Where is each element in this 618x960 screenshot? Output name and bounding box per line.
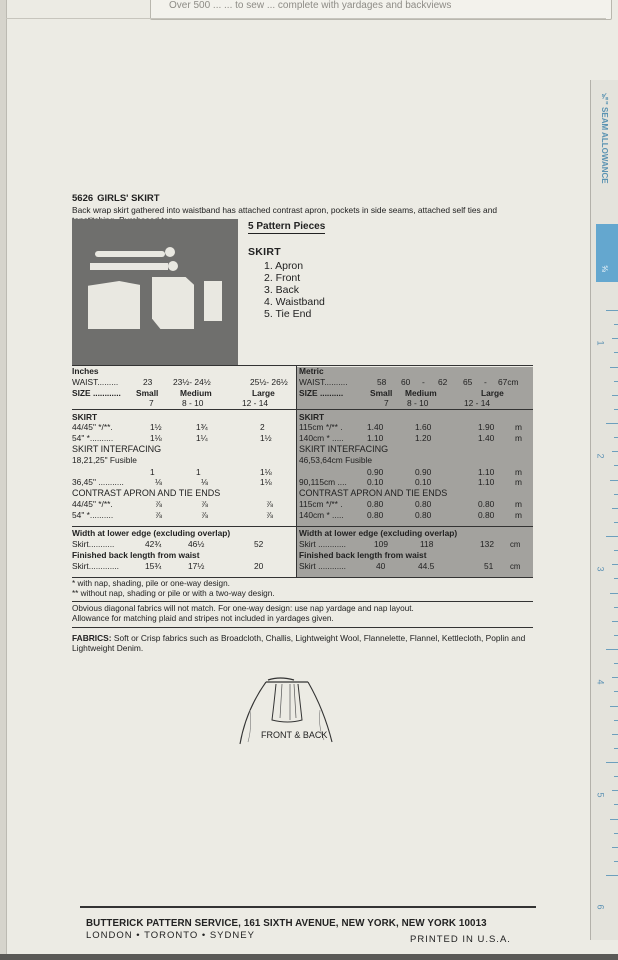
ruler-tick [614,352,618,353]
metric-length-label: Skirt ............ [299,561,346,571]
seam-allowance-band [596,224,618,282]
ruler-tick [614,748,618,749]
ruler-tick [610,480,618,481]
metric-interfacing-sub: 46,53,64cm Fusible [299,455,373,465]
note-plaid: Allowance for matching plaid and stripes not included in yardages given. [72,614,334,623]
inches-waist-label: WAIST......... [72,377,119,387]
inches-width-small: 42¾ [145,539,162,549]
piece-back: 3. Back [264,284,300,296]
metric-size-val-medium: 8 - 10 [407,398,429,408]
ruler-tick [610,367,618,368]
metric-width-label: Skirt ............ [299,539,346,549]
inches-skirt-row1-label: 44/45" */**. [72,422,113,432]
ruler-tick [614,691,618,692]
footer-address: BUTTERICK PATTERN SERVICE, 161 SIXTH AVENUE, NEW YORK, NEW YORK 10013 [86,918,487,929]
ruler-tick [610,706,618,707]
inches-length-medium: 17½ [188,561,205,571]
metric-width-medium: 118 [420,539,434,549]
inches-size-val-medium: 8 - 10 [182,398,204,408]
inches-width-label: Skirt........... [72,539,115,549]
inches-interfacing-row2-small: ⅛ [155,477,162,487]
inches-size-large: Large [252,388,275,398]
inches-width-large: 52 [254,539,264,549]
metric-length-medium: 44.5 [418,561,435,571]
inches-skirt-row2-label: 54" *.......... [72,433,114,443]
inches-apron-row2-medium: ⅞ [201,510,208,520]
ruler-tick [610,819,618,820]
inches-size-label: SIZE ............ [72,388,121,398]
pattern-number: 5626 [72,193,94,204]
inches-skirt-row2-medium: 1¼ [196,433,208,443]
inches-apron-row2-large: ⅞ [266,510,273,520]
metric-waist-dash-1: - [422,377,425,387]
inches-size-medium: Medium [180,388,212,398]
table-bottom-rule [72,577,533,578]
fabrics-list: Soft or Crisp fabrics such as Broadcloth, Challis, Lightweight Wool, Flannelette, Flannel, Kettlecloth, Poplin and Lightweight Denim. [72,633,526,653]
ruler-tick [614,578,618,579]
inches-width-medium: 46½ [188,539,205,549]
inches-size-val-small: 7 [149,398,154,408]
ruler-tick [612,677,618,678]
ruler-tick [614,663,618,664]
metric-width-small: 109 [374,539,388,549]
metric-waist-4: 65 [463,377,473,387]
metric-waist-1: 58 [377,377,387,387]
metric-size-val-small: 7 [384,398,389,408]
inches-skirt-row1-large: 2 [260,422,265,432]
piece-tie-end: 5. Tie End [264,308,312,320]
metric-waist-dash-2: - [484,377,487,387]
ruler-tick [606,649,618,650]
ruler-tick [614,522,618,523]
apron-piece [88,281,140,329]
metric-interfacing-row1-small: 0.90 [367,467,384,477]
piece-apron: 1. Apron [264,260,304,272]
metric-apron-row1-medium: 0.80 [415,499,432,509]
metric-skirt-row2-medium: 1.20 [415,433,432,443]
table-yardage-rule [72,526,533,527]
ruler-tick [606,536,618,537]
ruler-tick [606,762,618,763]
inches-interfacing-row2-large: 1⅛ [260,477,272,487]
ruler-number-1: 1 [595,340,606,346]
inches-length-large: 20 [254,561,264,571]
fabrics-text [72,633,532,653]
inches-interfacing-sub: 18,21,25" Fusible [72,455,137,465]
inches-skirt-row2-large: 1½ [260,433,272,443]
ruler-tick [614,494,618,495]
inches-waist-medium: 23½- 24½ [173,377,211,387]
inches-size-small: Small [136,388,159,398]
pattern-pieces-heading: 5 Pattern Pieces [248,221,326,232]
metric-interfacing-row1-large: 1.10 [478,467,495,477]
ruler-tick [614,607,618,608]
inches-unit: Inches [72,366,99,376]
envelope-left-edge [0,0,7,960]
metric-interfacing-row2-label: 90,115cm .... [299,477,347,487]
metric-size-small: Small [370,388,393,398]
bottom-edge [0,954,618,960]
ruler-number-6: 6 [595,904,606,910]
ruler-number-4: 4 [595,679,606,685]
ruler-tick [612,790,618,791]
piece-waistband: 4. Waistband [264,296,325,308]
metric-skirt-heading: SKIRT [299,412,325,422]
metric-waist-5: 67cm [498,377,519,387]
ruler-tick [614,804,618,805]
sketch-label: FRONT & BACK [261,730,328,740]
note-without-nap: ** without nap, shading or pile or with a two-way design. [72,589,275,598]
ruler-tick [612,734,618,735]
ruler-tick [614,861,618,862]
ruler-tick [614,381,618,382]
footer-printed: PRINTED IN U.S.A. [410,934,511,945]
pattern-description: Back wrap skirt gathered into waistband has attached contrast apron, pockets in side seams, attached self ties and [72,205,498,215]
inches-waist-large: 25½- 26½ [250,377,288,387]
inches-length-label: Skirt............. [72,561,119,571]
ruler-tick [614,324,618,325]
metric-size-val-large: 12 - 14 [464,398,491,408]
inches-interfacing-row1-medium: 1 [196,467,201,477]
ruler-tick [606,423,618,424]
metric-width-unit: cm [510,540,521,549]
note-diagonal: Obvious diagonal fabrics will not match. For one-way design: use nap yardage and nap layout. [72,604,414,613]
inches-waist-small: 23 [143,377,153,387]
ruler-tick [614,409,618,410]
metric-waist-2: 60 [401,377,411,387]
waistband-dot [168,261,178,271]
metric-skirt-row1-large: 1.90 [478,422,495,432]
table-header-rule [72,409,533,410]
metric-apron-row2-unit: m [515,510,522,520]
metric-apron-row2-medium: 0.80 [415,510,432,520]
inches-apron-heading: CONTRAST APRON AND TIE ENDS [72,488,221,498]
inches-skirt-heading: SKIRT [72,412,98,422]
inches-apron-row2-small: ⅞ [155,510,162,520]
metric-interfacing-row2-large: 1.10 [478,477,495,487]
ruler-tick [614,833,618,834]
envelope-top-flap [150,0,612,20]
metric-length-heading: Finished back length from waist [299,550,427,560]
tie-end-dot [165,247,175,257]
metric-skirt-row2-large: 1.40 [478,433,495,443]
table-divider [296,365,297,577]
ruler-tick [606,310,618,311]
ruler-tick [612,847,618,848]
metric-apron-row1-small: 0.80 [367,499,384,509]
waistband-piece [90,263,168,270]
fabrics-rule [72,627,533,628]
metric-skirt-row2-label: 140cm * ..... [299,433,344,443]
table-top-rule [72,365,533,366]
inches-length-small: 15¾ [145,561,162,571]
notes-rule [72,601,533,602]
tie-end-piece [204,281,222,321]
pattern-name: GIRLS' SKIRT [97,193,160,204]
ruler-tick [612,338,618,339]
front-piece [152,277,194,329]
metric-interfacing-row2-medium: 0.10 [415,477,432,487]
tie-piece [95,251,165,257]
metric-waist-3: 62 [438,377,448,387]
ruler-number-3: 3 [595,566,606,572]
inches-interfacing-row2-medium: ⅛ [201,477,208,487]
ruler-tick [614,776,618,777]
footer-rule [80,906,536,908]
inches-interfacing-row1-small: 1 [150,467,155,477]
inches-apron-row1-label: 44/45" */**. [72,499,113,509]
metric-width-heading: Width at lower edge (excluding overlap) [299,528,458,538]
ruler-tick [614,720,618,721]
metric-skirt-row1-unit: m [515,422,522,432]
seam-allowance-band-label: ⅝ [599,265,609,272]
metric-interfacing-row1-medium: 0.90 [415,467,432,477]
metric-apron-row1-large: 0.80 [478,499,495,509]
inches-skirt-row1-small: 1½ [150,422,162,432]
metric-waist-label: WAIST.......... [299,377,348,387]
inches-apron-row1-medium: ⅞ [201,499,208,509]
ruler-number-2: 2 [595,453,606,459]
ruler-tick [612,621,618,622]
seam-allowance-ruler [590,80,618,940]
inches-length-heading: Finished back length from waist [72,550,200,560]
flap-text: Over 500 ... ... to sew ... complete with yardages and backviews [169,0,452,11]
metric-interfacing-row2-unit: m [515,477,522,487]
ruler-tick [612,508,618,509]
fabrics-label: FABRICS: [72,633,112,643]
note-nap: * with nap, shading, pile or one-way design. [72,579,230,588]
ruler-tick [612,564,618,565]
seam-allowance-label: ⅝" SEAM ALLOWANCE [600,92,609,184]
metric-interfacing-row1-unit: m [515,467,522,477]
inches-apron-row1-small: ⅞ [155,499,162,509]
ruler-tick [606,875,618,876]
metric-apron-row1-label: 115cm */** . [299,499,343,509]
footer-cities: LONDON • TORONTO • SYDNEY [86,930,255,941]
inches-size-val-large: 12 - 14 [242,398,269,408]
metric-apron-heading: CONTRAST APRON AND TIE ENDS [299,488,448,498]
fold-line [6,18,606,19]
metric-apron-row1-unit: m [515,499,522,509]
metric-size-medium: Medium [405,388,437,398]
inches-interfacing-row1-large: 1⅛ [260,467,272,477]
metric-unit: Metric [299,366,324,376]
pattern-pieces-photo [72,219,238,365]
ruler-tick [614,437,618,438]
piece-front: 2. Front [264,272,301,284]
metric-interfacing-heading: SKIRT INTERFACING [299,444,389,454]
metric-apron-row2-label: 140cm * ..... [299,510,344,520]
ruler-number-5: 5 [595,792,606,798]
ruler-tick [614,550,618,551]
metric-skirt-row2-small: 1.10 [367,433,384,443]
inches-apron-row1-large: ⅞ [266,499,273,509]
metric-length-large: 51 [484,561,494,571]
pattern-title [72,193,160,204]
pieces-group: SKIRT [248,246,281,258]
ruler-tick [610,593,618,594]
ruler-tick [612,395,618,396]
inches-apron-row2-label: 54" *.......... [72,510,114,520]
metric-apron-row2-large: 0.80 [478,510,495,520]
inches-skirt-row2-small: 1⅛ [150,433,162,443]
metric-skirt-row2-unit: m [515,433,522,443]
inches-skirt-row1-medium: 1¾ [196,422,208,432]
metric-length-unit: cm [510,562,521,571]
metric-skirt-row1-small: 1.40 [367,422,384,432]
metric-interfacing-row2-small: 0.10 [367,477,384,487]
metric-apron-row2-small: 0.80 [367,510,384,520]
metric-length-small: 40 [376,561,386,571]
ruler-tick [614,635,618,636]
metric-size-label: SIZE .......... [299,388,344,398]
metric-skirt-row1-label: 115cm */** . [299,422,343,432]
metric-width-large: 132 [480,539,494,549]
metric-size-large: Large [481,388,504,398]
inches-interfacing-row2-label: 36,45" ........... [72,477,124,487]
inches-width-heading: Width at lower edge (excluding overlap) [72,528,231,538]
metric-skirt-row1-medium: 1.60 [415,422,432,432]
ruler-tick [614,465,618,466]
inches-interfacing-heading: SKIRT INTERFACING [72,444,162,454]
ruler-tick [612,451,618,452]
